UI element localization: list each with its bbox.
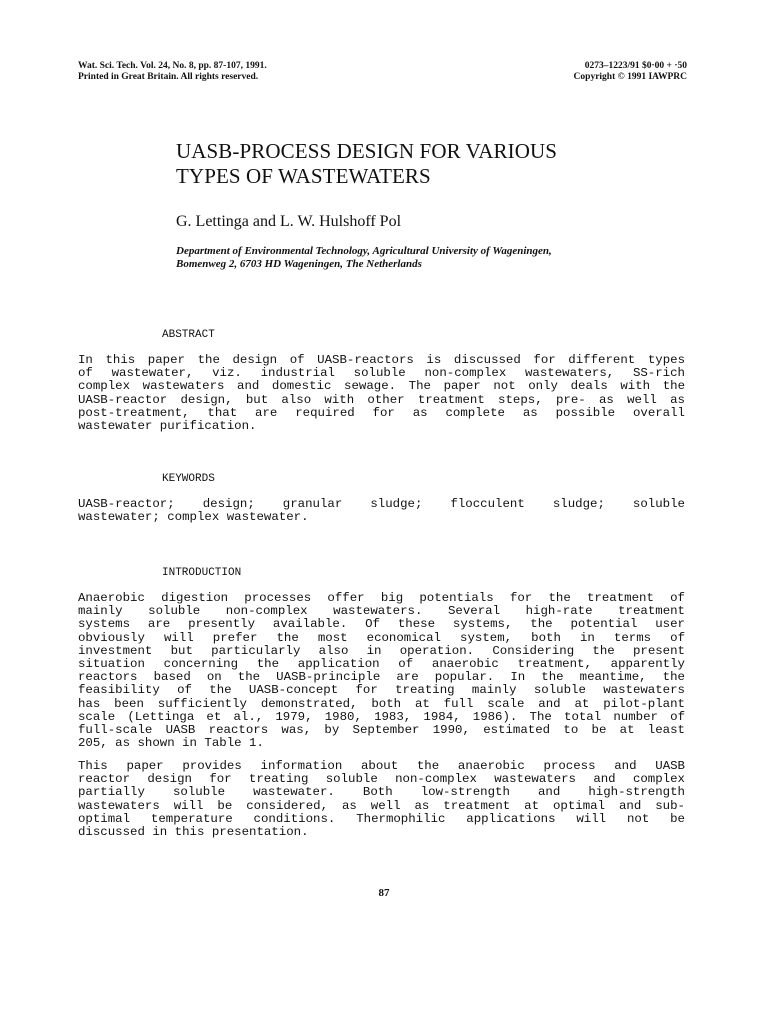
introduction-heading: INTRODUCTION: [162, 567, 242, 579]
keywords-line: UASB-reactor; design; granular sludge; flocculent sludge; soluble: [78, 497, 685, 511]
intro-line: optimal temperature conditions. Thermophilic applications will not be: [78, 811, 685, 826]
intro-line: reactor design for treating soluble non-complex wastewaters and complex: [78, 772, 685, 787]
intro-line: partially soluble wastewater. Both low-strength and high-strength: [78, 785, 685, 800]
affiliation: [176, 245, 552, 271]
abstract-line: post-treatment, that are required for as complete as possible overall: [78, 405, 685, 420]
affiliation-line: Bomenweg 2, 6703 HD Wageningen, The Netherlands: [176, 258, 422, 270]
abstract-line: complex wastewaters and domestic sewage. The paper not only deals with the: [78, 379, 685, 394]
rights-line: Printed in Great Britain. All rights reserved.: [78, 72, 259, 82]
copyright-line: Copyright © 1991 IAWPRC: [573, 72, 687, 82]
intro-line: 205, as shown in Table 1.: [78, 736, 264, 751]
intro-line: feasibility of the UASB-concept for treating mainly soluble wastewaters: [78, 683, 685, 698]
abstract-line: of wastewater, viz. industrial soluble non-complex wastewaters, SS-rich: [78, 366, 685, 381]
intro-line: This paper provides information about the anaerobic process and UASB: [78, 759, 685, 773]
affiliation-line: Department of Environmental Technology, Agricultural University of Wageningen,: [176, 245, 552, 257]
paper-title-line: TYPES OF WASTEWATERS: [176, 164, 431, 188]
paper-title: [176, 139, 557, 189]
page-number: 87: [378, 887, 390, 899]
intro-line: obviously will prefer the most economical system, both in terms of: [78, 630, 685, 645]
intro-line: discussed in this presentation.: [78, 824, 309, 839]
journal-citation: [78, 61, 267, 83]
intro-line: wastewaters will be considered, as well as treatment at optimal and sub-: [78, 798, 685, 813]
issn-line: 0273–1223/91 $0·00 + ·50: [584, 61, 687, 71]
keywords-line: wastewater; complex wastewater.: [78, 510, 309, 525]
intro-line: investment but particularly also in operation. Considering the present: [78, 643, 685, 658]
keywords-heading: KEYWORDS: [162, 473, 215, 485]
copyright-block: [574, 61, 687, 83]
abstract-text: [78, 354, 685, 433]
intro-line: scale (Lettinga et al., 1979, 1980, 1983, 1984, 1986). The total number of: [78, 709, 685, 724]
journal-citation-line: Wat. Sci. Tech. Vol. 24, No. 8, pp. 87-107, 1991.: [78, 61, 267, 71]
intro-line: mainly soluble non-complex wastewaters. Several high-rate treatment: [78, 604, 685, 619]
keywords-text: [78, 498, 685, 524]
introduction-paragraph-1: [78, 592, 685, 750]
abstract-heading: ABSTRACT: [162, 329, 215, 341]
intro-line: has been sufficiently demonstrated, both at full scale and at pilot-plant: [78, 696, 685, 711]
intro-line: systems are presently available. Of these systems, the potential user: [78, 617, 685, 632]
abstract-line: In this paper the design of UASB-reactors is discussed for different types: [78, 353, 685, 367]
authors: G. Lettinga and L. W. Hulshoff Pol: [176, 213, 402, 230]
intro-line: Anaerobic digestion processes offer big potentials for the treatment of: [78, 591, 685, 605]
abstract-line: wastewater purification.: [78, 418, 257, 433]
intro-line: reactors based on the UASB-principle are popular. In the meantime, the: [78, 670, 685, 685]
intro-line: situation concerning the application of anaerobic treatment, apparently: [78, 656, 685, 671]
introduction-paragraph-2: [78, 760, 685, 839]
intro-line: full-scale UASB reactors was, by September 1990, estimated to be at least: [78, 722, 685, 737]
paper-title-line: UASB-PROCESS DESIGN FOR VARIOUS: [176, 139, 558, 163]
abstract-line: UASB-reactor design, but also with other treatment steps, pre- as well as: [78, 392, 685, 407]
